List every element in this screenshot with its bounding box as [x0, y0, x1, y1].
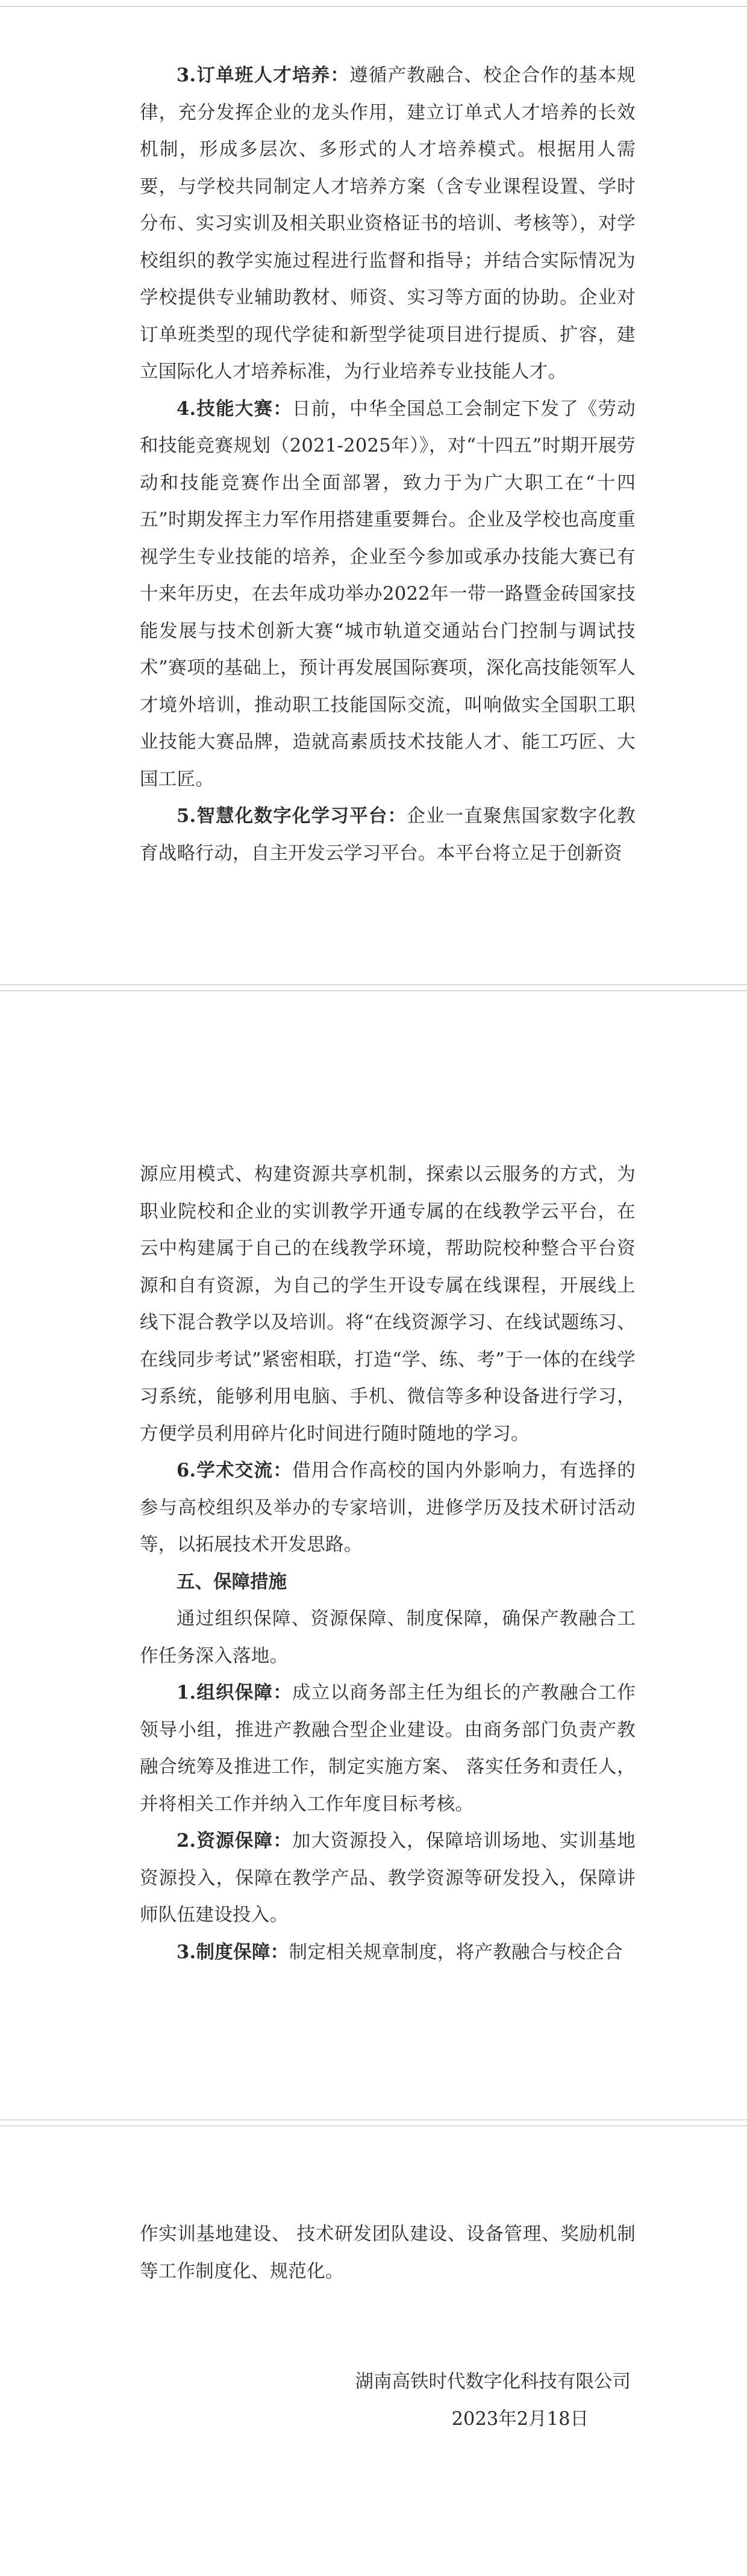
paragraph-text: 通过组织保障、资源保障、制度保障，确保产教融合工作任务深入落地。 [140, 1608, 636, 1667]
paragraph-heading: 2.资源保障： [177, 1830, 292, 1852]
paragraph-text: 作实训基地建设、 技术研发团队建设、设备管理、奖励机制等工作制度化、规范化。 [140, 2224, 636, 2282]
paragraph-heading: 4.技能大赛： [177, 397, 292, 420]
paragraph-heading: 3.订单班人才培养： [177, 64, 350, 86]
section-title: 五、保障措施 [177, 1570, 287, 1593]
paragraph-text: 遵循产教融合、校企合作的基本规律，充分发挥企业的龙头作用，建立订单式人才培养的长效机制，形成多层次、多形式的人才培养模式。根据用人需要，与学校共同制定人才培养方案（含专业课程设置、学时分布、实习实训及相关职业资格证书的培训、考核等），对学校组织的教学实施过程进行监督和指导；并结合实际情况为学校提供专业辅助教材、师资、实习等方面的协助。企业对订单班类型的现代学徒和新型学徒项目进行提质、扩容，建立国际化人才培养标准，为行业培养专业技能人才。 [140, 65, 636, 382]
paragraph-text: 借用合作高校的国内外影响力，有选择的参与高校组织及举办的专家培训，进修学历及技术研讨活动等，以拓展技术开发思路。 [140, 1460, 636, 1555]
paragraph-order-class-training [140, 57, 636, 391]
paragraph-text: 日前，中华全国总工会制定下发了《劳动和技能竞赛规划（2021-2025年）》，对“十四五”时期开展劳动和技能竞赛作出全面部署，致力于为广大职工在“十四五”时期发挥主力军作用搭建重要舞台。企业及学校也高度重视学生专业技能的培养，企业至今参加或承办技能大赛已有十来年历史，在去年成功举办2022年一带一路暨金砖国家技能发展与技术创新大赛“城市轨道交通站台门控制与调试技术”赛项的基础上，预计再发展国际赛项，深化高技能领军人才境外培训，推动职工技能国际交流，叫响做实全国职工职业技能大赛品牌，造就高素质技术技能人才、能工巧匠、大国工匠。 [140, 398, 636, 790]
paragraph-organization [140, 1675, 636, 1823]
paragraph-heading: 6.学术交流： [177, 1460, 292, 1481]
paragraph-system [140, 1934, 636, 1971]
signature-block [355, 2363, 631, 2438]
paragraph-heading: 1.组织保障： [177, 1682, 292, 1703]
paragraph-heading: 5.智慧化数字化学习平台： [177, 805, 407, 827]
page-2-body [140, 1156, 636, 1971]
paragraph-academic-exchange [140, 1452, 636, 1564]
page-top-rule [0, 6, 747, 7]
page-3-body [140, 2216, 636, 2290]
paragraph-text: 制定相关规章制度，将产教融合与校企合 [289, 1941, 623, 1963]
paragraph-continued [140, 1156, 636, 1452]
paragraph-continued [140, 2216, 636, 2290]
paragraph-skills-competition [140, 391, 636, 798]
paragraph-heading: 3.制度保障： [177, 1941, 289, 1963]
signature-company: 湖南高铁时代数字化科技有限公司 [355, 2371, 631, 2392]
page-1-body [140, 57, 636, 872]
paragraph-digital-platform [140, 798, 636, 872]
paragraph-resources [140, 1823, 636, 1934]
paragraph-text: 企业一直聚焦国家数字化教育战略行动，自主开发云学习平台。本平台将立足于创新资 [140, 806, 636, 864]
signature-date: 2023年2月18日 [451, 2408, 589, 2430]
paragraph-text: 加大资源投入，保障培训场地、实训基地资源投入，保障在教学产品、教学资源等研发投入，保障讲师队伍建设投入。 [140, 1831, 636, 1926]
paragraph-intro [140, 1601, 636, 1675]
paragraph-text: 源应用模式、构建资源共享机制，探索以云服务的方式，为职业院校和企业的实训教学开通专属的在线教学云平台，在云中构建属于自己的在线教学环境，帮助院校种整合平台资源和自有资源，为自己的学生开设专属在线课程，开展线上线下混合教学以及培训。将“在线资源学习、在线试题练习、在线同步考试”紧密相联，打造“学、练、考”于一体的在线学习系统，能够利用电脑、手机、微信等多种设备进行学习，方便学员利用碎片化时间进行随时随地的学习。 [140, 1164, 636, 1445]
paragraph-text: 成立以商务部主任为组长的产教融合工作领导小组，推进产教融合型企业建设。由商务部门负责产教融合统筹及推进工作，制定实施方案、 落实任务和责任人，并将相关工作并纳入工作年度目标考核。 [140, 1682, 636, 1815]
